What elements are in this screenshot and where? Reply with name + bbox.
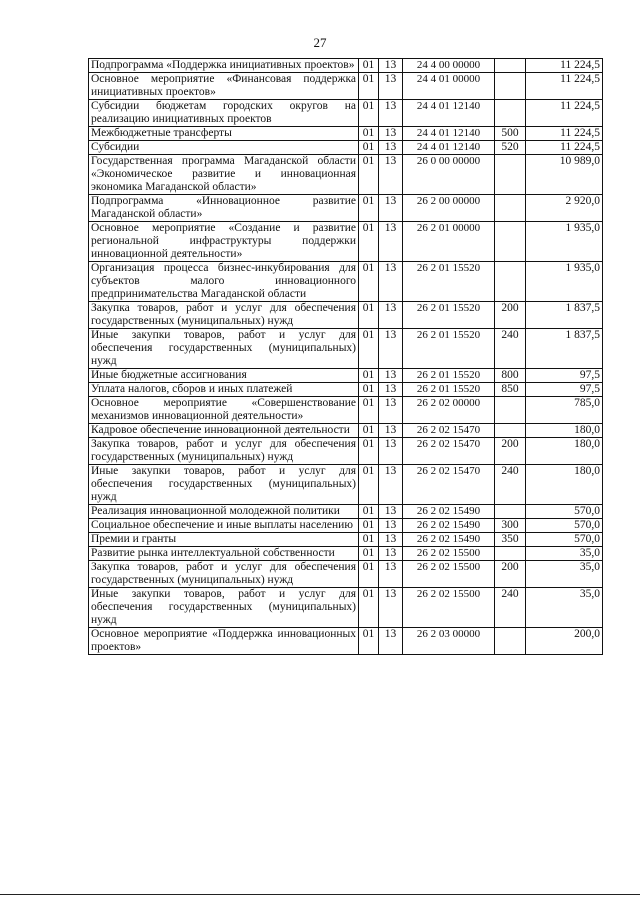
row-section: 01 (359, 519, 379, 533)
row-amount: 785,0 (526, 397, 603, 424)
row-expense-type: 200 (495, 438, 526, 465)
table-row (89, 195, 603, 222)
row-subsection: 13 (379, 561, 403, 588)
table-row (89, 302, 603, 329)
table-row (89, 397, 603, 424)
row-target-code: 26 2 02 15500 (403, 561, 495, 588)
row-amount: 11 224,5 (526, 59, 603, 73)
row-name: Организация процесса бизнес-инкубирования для субъектов малого инновационного предпринимательства Магаданской области (89, 262, 359, 302)
row-section: 01 (359, 329, 379, 369)
row-expense-type: 520 (495, 141, 526, 155)
row-section: 01 (359, 628, 379, 655)
table-row (89, 262, 603, 302)
row-name: Межбюджетные трансферты (89, 127, 359, 141)
table-row (89, 424, 603, 438)
row-expense-type (495, 155, 526, 195)
row-subsection: 13 (379, 195, 403, 222)
table-row (89, 329, 603, 369)
row-name: Кадровое обеспечение инновационной деятельности (89, 424, 359, 438)
row-target-code: 26 2 01 15520 (403, 262, 495, 302)
table-row (89, 100, 603, 127)
row-section: 01 (359, 302, 379, 329)
row-name: Уплата налогов, сборов и иных платежей (89, 383, 359, 397)
row-subsection: 13 (379, 127, 403, 141)
table-row (89, 141, 603, 155)
row-expense-type: 240 (495, 329, 526, 369)
row-subsection: 13 (379, 73, 403, 100)
row-subsection: 13 (379, 438, 403, 465)
row-subsection: 13 (379, 533, 403, 547)
table-row (89, 383, 603, 397)
table-row (89, 369, 603, 383)
row-amount: 11 224,5 (526, 100, 603, 127)
row-subsection: 13 (379, 302, 403, 329)
row-subsection: 13 (379, 465, 403, 505)
row-target-code: 26 2 02 15470 (403, 465, 495, 505)
bottom-rule (0, 894, 640, 895)
row-name: Закупка товаров, работ и услуг для обеспечения государственных (муниципальных) нужд (89, 438, 359, 465)
row-section: 01 (359, 438, 379, 465)
row-amount: 35,0 (526, 561, 603, 588)
row-target-code: 26 0 00 00000 (403, 155, 495, 195)
row-amount: 180,0 (526, 424, 603, 438)
row-target-code: 26 2 01 15520 (403, 369, 495, 383)
row-amount: 11 224,5 (526, 127, 603, 141)
row-name: Закупка товаров, работ и услуг для обеспечения государственных (муниципальных) нужд (89, 302, 359, 329)
row-section: 01 (359, 533, 379, 547)
row-expense-type: 500 (495, 127, 526, 141)
page-number: 27 (313, 35, 327, 50)
table-row (89, 155, 603, 195)
row-target-code: 26 2 00 00000 (403, 195, 495, 222)
row-expense-type: 200 (495, 302, 526, 329)
row-target-code: 26 2 02 15490 (403, 533, 495, 547)
row-target-code: 26 2 01 15520 (403, 329, 495, 369)
row-section: 01 (359, 127, 379, 141)
row-subsection: 13 (379, 262, 403, 302)
row-expense-type: 800 (495, 369, 526, 383)
row-amount: 200,0 (526, 628, 603, 655)
row-name: Основное мероприятие «Финансовая поддержка инициативных проектов» (89, 73, 359, 100)
row-target-code: 26 2 02 15470 (403, 438, 495, 465)
row-expense-type (495, 59, 526, 73)
row-name: Субсидии (89, 141, 359, 155)
table-row (89, 465, 603, 505)
row-expense-type (495, 547, 526, 561)
row-section: 01 (359, 505, 379, 519)
row-amount: 570,0 (526, 519, 603, 533)
row-subsection: 13 (379, 155, 403, 195)
row-subsection: 13 (379, 59, 403, 73)
row-amount: 180,0 (526, 438, 603, 465)
row-name: Основное мероприятие «Поддержка инновационных проектов» (89, 628, 359, 655)
row-amount: 1 935,0 (526, 262, 603, 302)
row-amount: 97,5 (526, 383, 603, 397)
row-amount: 11 224,5 (526, 73, 603, 100)
row-section: 01 (359, 397, 379, 424)
row-name: Подпрограмма «Поддержка инициативных проектов» (89, 59, 359, 73)
row-section: 01 (359, 588, 379, 628)
row-subsection: 13 (379, 141, 403, 155)
row-amount: 1 837,5 (526, 302, 603, 329)
row-target-code: 26 2 02 15490 (403, 519, 495, 533)
row-section: 01 (359, 424, 379, 438)
row-name: Иные закупки товаров, работ и услуг для обеспечения государственных (муниципальных) нужд (89, 465, 359, 505)
row-target-code: 26 2 02 15490 (403, 505, 495, 519)
row-target-code: 26 2 02 15500 (403, 547, 495, 561)
row-section: 01 (359, 465, 379, 505)
row-name: Премии и гранты (89, 533, 359, 547)
row-amount: 97,5 (526, 369, 603, 383)
row-target-code: 24 4 01 00000 (403, 73, 495, 100)
row-section: 01 (359, 369, 379, 383)
row-target-code: 26 2 03 00000 (403, 628, 495, 655)
row-target-code: 26 2 01 15520 (403, 302, 495, 329)
row-amount: 10 989,0 (526, 155, 603, 195)
row-expense-type (495, 424, 526, 438)
row-target-code: 26 2 02 00000 (403, 397, 495, 424)
row-section: 01 (359, 383, 379, 397)
row-subsection: 13 (379, 519, 403, 533)
row-section: 01 (359, 262, 379, 302)
row-expense-type (495, 262, 526, 302)
row-target-code: 26 2 02 15500 (403, 588, 495, 628)
row-amount: 35,0 (526, 547, 603, 561)
row-subsection: 13 (379, 383, 403, 397)
row-amount: 2 920,0 (526, 195, 603, 222)
row-section: 01 (359, 195, 379, 222)
row-name: Иные закупки товаров, работ и услуг для обеспечения государственных (муниципальных) нужд (89, 329, 359, 369)
row-expense-type: 850 (495, 383, 526, 397)
table-row (89, 73, 603, 100)
row-subsection: 13 (379, 547, 403, 561)
row-amount: 180,0 (526, 465, 603, 505)
table-row (89, 505, 603, 519)
row-subsection: 13 (379, 424, 403, 438)
row-target-code: 26 2 02 15470 (403, 424, 495, 438)
row-expense-type (495, 222, 526, 262)
row-section: 01 (359, 73, 379, 100)
row-expense-type: 200 (495, 561, 526, 588)
row-section: 01 (359, 141, 379, 155)
table-row (89, 438, 603, 465)
row-subsection: 13 (379, 397, 403, 424)
row-name: Закупка товаров, работ и услуг для обеспечения государственных (муниципальных) нужд (89, 561, 359, 588)
row-section: 01 (359, 59, 379, 73)
row-expense-type: 240 (495, 588, 526, 628)
row-name: Подпрограмма «Инновационное развитие Магаданской области» (89, 195, 359, 222)
row-expense-type: 350 (495, 533, 526, 547)
row-name: Иные бюджетные ассигнования (89, 369, 359, 383)
row-expense-type (495, 397, 526, 424)
row-subsection: 13 (379, 329, 403, 369)
row-expense-type (495, 628, 526, 655)
row-amount: 1 935,0 (526, 222, 603, 262)
table-row (89, 561, 603, 588)
row-name: Субсидии бюджетам городских округов на реализацию инициативных проектов (89, 100, 359, 127)
row-name: Государственная программа Магаданской области «Экономическое развитие и инновационная экономика Магаданской области» (89, 155, 359, 195)
table-row (89, 628, 603, 655)
table-row (89, 127, 603, 141)
budget-table (88, 58, 603, 655)
row-section: 01 (359, 100, 379, 127)
row-name: Социальное обеспечение и иные выплаты населению (89, 519, 359, 533)
row-target-code: 24 4 01 12140 (403, 100, 495, 127)
row-target-code: 24 4 01 12140 (403, 127, 495, 141)
row-section: 01 (359, 222, 379, 262)
table-row (89, 588, 603, 628)
row-expense-type (495, 505, 526, 519)
row-target-code: 24 4 01 12140 (403, 141, 495, 155)
row-target-code: 26 2 01 00000 (403, 222, 495, 262)
row-amount: 570,0 (526, 505, 603, 519)
row-name: Иные закупки товаров, работ и услуг для обеспечения государственных (муниципальных) нужд (89, 588, 359, 628)
table-row (89, 222, 603, 262)
row-target-code: 26 2 01 15520 (403, 383, 495, 397)
row-amount: 35,0 (526, 588, 603, 628)
row-section: 01 (359, 155, 379, 195)
row-expense-type (495, 73, 526, 100)
row-section: 01 (359, 547, 379, 561)
row-expense-type (495, 100, 526, 127)
row-subsection: 13 (379, 100, 403, 127)
row-subsection: 13 (379, 628, 403, 655)
row-expense-type: 300 (495, 519, 526, 533)
table-row (89, 547, 603, 561)
row-name: Основное мероприятие «Совершенствование механизмов инновационной деятельности» (89, 397, 359, 424)
row-expense-type: 240 (495, 465, 526, 505)
row-name: Основное мероприятие «Создание и развитие региональной инфраструктуры поддержки инновационной деятельности» (89, 222, 359, 262)
row-subsection: 13 (379, 369, 403, 383)
table-row (89, 533, 603, 547)
row-name: Развитие рынка интеллектуальной собственности (89, 547, 359, 561)
row-name: Реализация инновационной молодежной политики (89, 505, 359, 519)
row-target-code: 24 4 00 00000 (403, 59, 495, 73)
budget-table-body (89, 59, 603, 655)
table-row (89, 59, 603, 73)
table-row (89, 519, 603, 533)
row-subsection: 13 (379, 222, 403, 262)
row-expense-type (495, 195, 526, 222)
row-amount: 11 224,5 (526, 141, 603, 155)
row-amount: 570,0 (526, 533, 603, 547)
row-amount: 1 837,5 (526, 329, 603, 369)
row-section: 01 (359, 561, 379, 588)
row-subsection: 13 (379, 505, 403, 519)
row-subsection: 13 (379, 588, 403, 628)
